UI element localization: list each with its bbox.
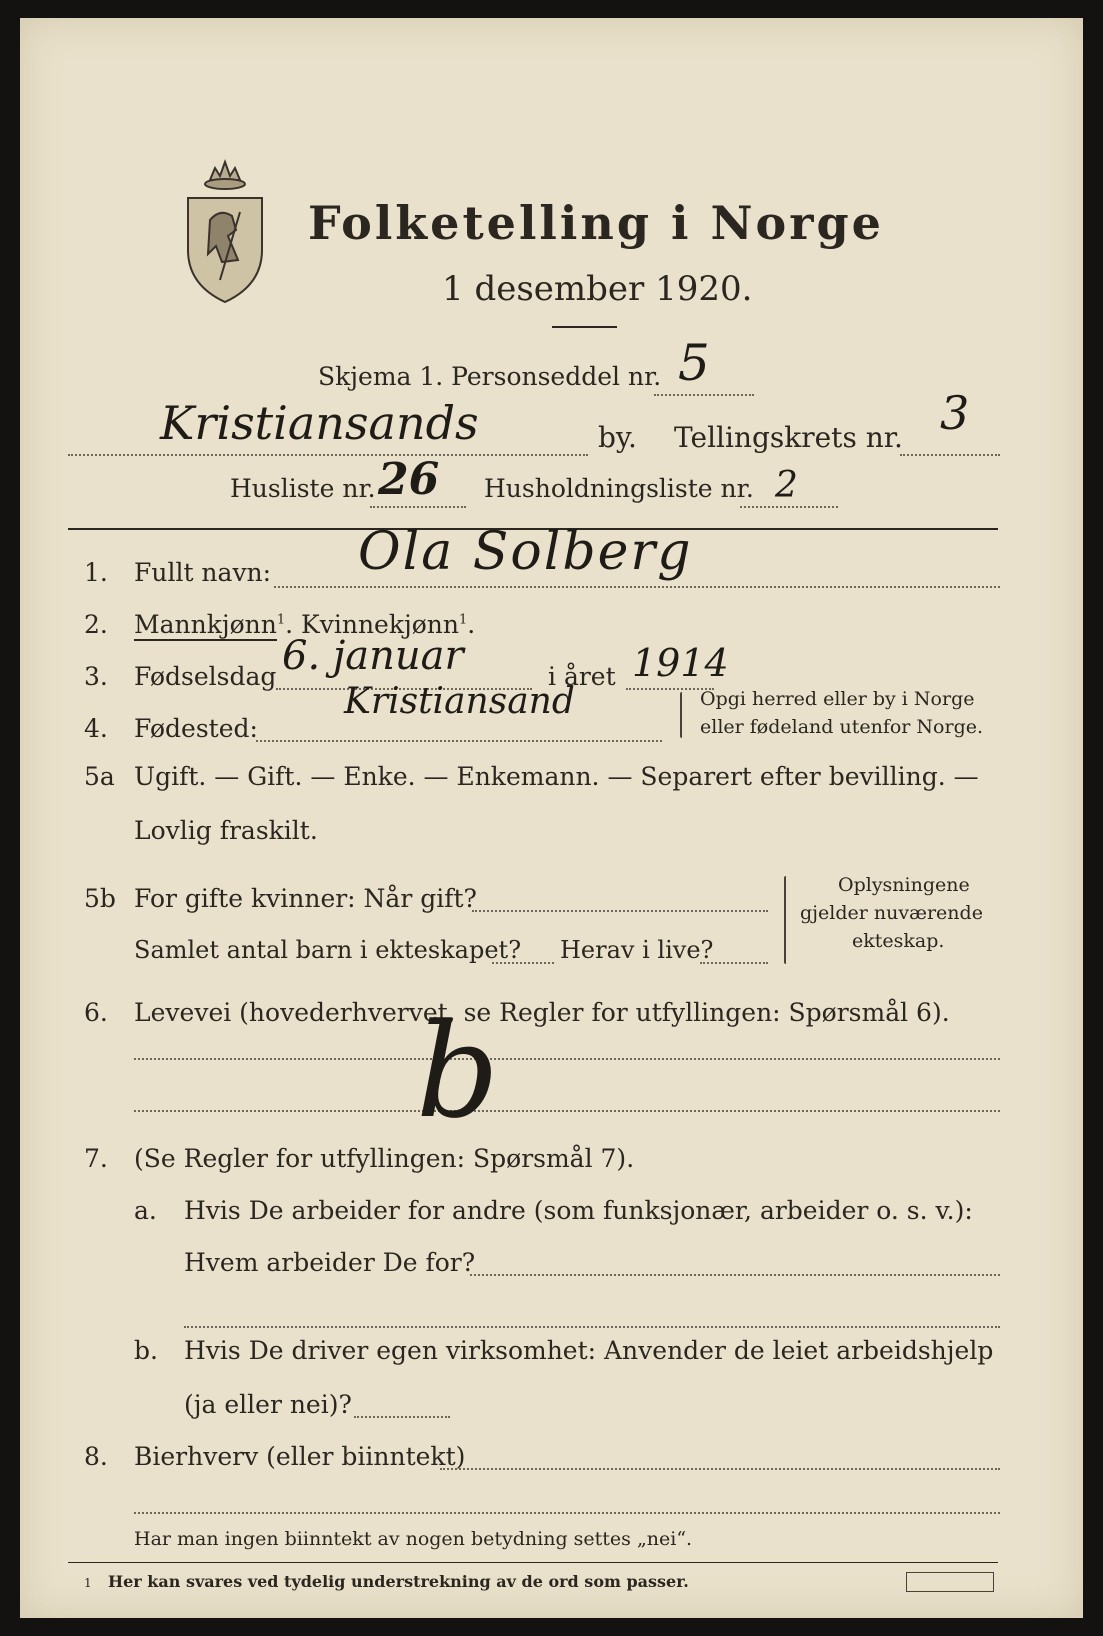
q3-number: 3. [84,662,108,691]
tellingskrets-number: 3 [940,386,970,440]
personseddel-line [654,394,754,396]
q5b-note-line3: ekteskap. [852,930,945,952]
footnote-divider [68,1562,998,1563]
footnote-text: Her kan svares ved tydelig understrekning av de ord som passer. [108,1572,689,1591]
q4-note-line2: eller fødeland utenfor Norge. [700,716,984,738]
form-date: 1 desember 1920. [442,269,753,309]
city-handwritten: Kristiansands [160,396,479,450]
tellingskrets-line [900,454,1000,456]
q6-line1 [134,1058,1000,1060]
city-line [68,454,588,456]
q5b-note-brace [784,876,786,964]
q2-female-text: Kvinnekjønn [301,610,459,639]
q7a-employer-line [470,1274,1000,1276]
q5b-note-line1: Oplysningene [838,874,970,896]
q8-line [440,1468,1000,1470]
husholdning-number: 2 [775,465,798,506]
q5b-alive-line [700,962,768,964]
q7b-line2: (ja eller nei)? [184,1390,352,1419]
title-divider [552,326,617,328]
q8-extra-line [134,1512,1000,1514]
q6-number: 6. [84,998,108,1027]
q3-year-label: i året [548,662,616,691]
husholdning-label: Husholdningsliste nr. [484,474,754,503]
birth-year-handwritten: 1914 [632,641,729,685]
census-form-sheet [20,18,1083,1618]
q7b-number: b. [134,1336,158,1365]
form-title: Folketelling i Norge [308,196,884,250]
q5a-line2: Lovlig fraskilt. [134,816,318,845]
q6-line2 [134,1110,1000,1112]
income-note: Har man ingen biinntekt av nogen betydning settes „nei“. [134,1528,693,1550]
q5a-line1: Ugift. — Gift. — Enke. — Enkemann. — Separert efter bevilling. — [134,762,979,791]
personseddel-number: 5 [678,334,710,392]
q5b-alive-label: Herav i live? [560,936,714,964]
q1-label: Fullt navn: [134,558,272,587]
birthplace-handwritten: Kristiansand [344,681,575,722]
q7a-extra-line [184,1326,1000,1328]
q2-male-option: Mannkjønn$^1$. Kvinnekjønn$^1$. [134,610,476,639]
q4-note-brace [680,692,682,738]
footnote-marker: 1 [459,612,468,628]
tellingskrets-label: Tellingskrets nr. [674,421,903,454]
footnote-marker: 1 [276,612,286,628]
q5b-children-label: Samlet antal barn i ekteskapet? [134,936,522,964]
occupation-handwritten: b [416,995,500,1147]
q1-line [274,586,1000,588]
husholdning-line [740,506,838,508]
q5b-married-line [472,910,768,912]
q7-label: (Se Regler for utfyllingen: Spørsmål 7). [134,1144,635,1173]
q5b-number: 5b [84,884,116,913]
q7a-line1: Hvis De arbeider for andre (som funksjonær, arbeider o. s. v.): [184,1196,973,1225]
q5b-line1: For gifte kvinner: Når gift? [134,884,477,913]
husliste-label: Husliste nr. [230,474,376,503]
birth-day-handwritten: 6. januar [282,633,464,679]
q5b-children-line [492,962,554,964]
q7-number: 7. [84,1144,108,1173]
full-name-handwritten: Ola Solberg [358,522,693,582]
q2-number: 2. [84,610,108,639]
q2-male-text: Mannkjønn [134,610,277,639]
q5b-note-line2: gjelder nuværende [800,902,983,924]
coat-of-arms-emblem [180,150,270,305]
q7a-number: a. [134,1196,157,1225]
q4-number: 4. [84,714,108,743]
by-label: by. [598,421,637,454]
birthplace-line [256,740,662,742]
q7b-line1: Hvis De driver egen virksomhet: Anvender de leiet arbeidshjelp [184,1336,994,1365]
q4-label: Fødested: [134,714,258,743]
q5a-number: 5a [84,762,115,791]
footnote-number: 1 [84,1576,92,1590]
q1-number: 1. [84,558,108,587]
q8-number: 8. [84,1442,108,1471]
husliste-line [370,506,466,508]
personseddel-label: Skjema 1. Personseddel nr. [318,362,662,391]
q6-label: Levevei (hovederhvervet, se Regler for utfyllingen: Spørsmål 6). [134,998,950,1027]
q7a-line2: Hvem arbeider De for? [184,1248,476,1277]
q7b-answer-line [354,1416,450,1418]
q3-label: Fødselsdag [134,662,277,691]
printer-stamp [906,1572,994,1592]
husliste-number: 26 [378,454,440,505]
q4-note-line1: Opgi herred eller by i Norge [700,688,975,710]
q8-label: Bierhverv (eller biinntekt) [134,1442,466,1471]
